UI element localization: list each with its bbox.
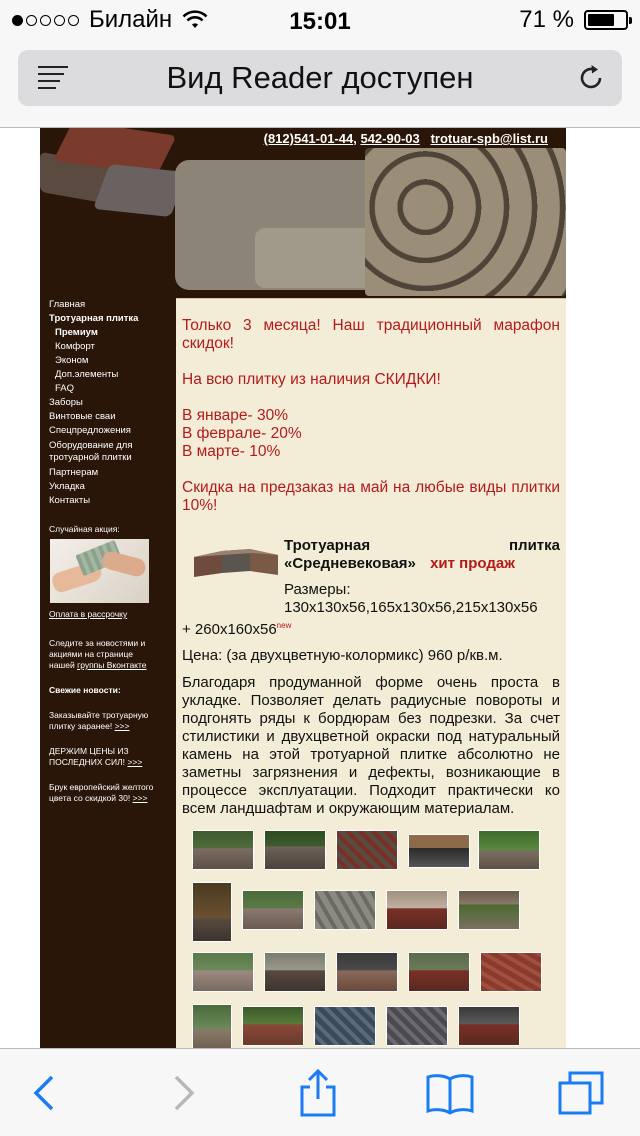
nav-link[interactable]: Оборудование для тротуарной плитки: [49, 440, 133, 463]
gallery-photo[interactable]: [386, 1006, 448, 1046]
nav-link[interactable]: Винтовые сваи: [49, 411, 116, 422]
follow-text: Следите за новостями и акциями на странице нашей: [49, 638, 146, 670]
tabs-icon[interactable]: [558, 1069, 606, 1117]
installment-link[interactable]: Оплата в рассрочку: [49, 609, 128, 619]
gallery-photo[interactable]: [192, 952, 254, 992]
news-title: Свежие новости:: [49, 685, 121, 695]
nav-link[interactable]: Партнерам: [49, 467, 99, 478]
promo-block: [182, 317, 560, 515]
news-text: ДЕРЖИМ ЦЕНЫ ИЗ ПОСЛЕДНИХ СИЛ!: [49, 746, 129, 767]
news-text: Брук европейский желтого цвета со скидкой 30!: [49, 782, 154, 803]
address-bar-title: Вид Reader доступен: [166, 60, 474, 95]
phone-link[interactable]: (812)541-01-44: [263, 131, 354, 146]
product-sizes: [284, 581, 560, 617]
nav-link[interactable]: Спецпредложения: [49, 425, 131, 436]
gallery-photo[interactable]: [458, 1006, 520, 1046]
promo-text: Только 3 месяца! Наш традиционный марафон скидок!: [182, 317, 560, 352]
gallery-photo[interactable]: [192, 882, 232, 942]
new-mark: new: [276, 621, 292, 630]
nav-sublink[interactable]: Доп.элементы: [55, 369, 119, 380]
gallery-photo[interactable]: [336, 952, 398, 992]
main-content: [176, 298, 566, 1048]
header-banner: [40, 128, 566, 296]
promo-text: В марте- 10%: [182, 443, 281, 460]
nav-sublink[interactable]: Премиум: [55, 327, 98, 338]
gallery-photo[interactable]: [314, 1006, 376, 1046]
back-icon[interactable]: [22, 1069, 70, 1117]
promo-image[interactable]: [50, 539, 149, 603]
reader-icon[interactable]: [38, 66, 68, 88]
gallery-photo[interactable]: [314, 890, 376, 930]
sizes-value: 130х130х56,165х130х56,215х130х56: [284, 599, 538, 616]
sizes-label: Размеры:: [284, 581, 351, 598]
gallery-photo[interactable]: [386, 890, 448, 930]
product-title-part: «Средневековая»: [284, 555, 416, 572]
promo-text: В январе- 30%: [182, 407, 289, 424]
promo-text: Скидка на предзаказ на май на любые виды плитки 10%!: [182, 479, 560, 514]
paving-stone-image: [93, 164, 187, 217]
news-text: Заказывайте тротуарную плитку заранее!: [49, 710, 149, 731]
battery-icon: [584, 10, 628, 30]
paving-stone-image: [365, 148, 566, 296]
status-time: 15:01: [289, 8, 351, 35]
address-bar[interactable]: [18, 50, 622, 106]
gallery-photo[interactable]: [458, 890, 520, 930]
gallery-photo[interactable]: [480, 952, 542, 992]
gallery-photo[interactable]: [192, 1004, 232, 1054]
gallery-photo[interactable]: [242, 1006, 304, 1046]
gallery-photo[interactable]: [408, 952, 470, 992]
nav-sublink[interactable]: Комфорт: [55, 341, 95, 352]
browser-toolbar: [0, 1048, 640, 1136]
news-more-link[interactable]: >>>: [114, 721, 130, 731]
forward-icon[interactable]: [158, 1069, 206, 1117]
bookmarks-icon[interactable]: [426, 1069, 474, 1117]
product-title-part: Тротуарная: [284, 537, 371, 554]
gallery-photo[interactable]: [336, 830, 398, 870]
nav-link[interactable]: Заборы: [49, 397, 83, 408]
bestseller-badge: хит продаж: [430, 555, 515, 572]
gallery-photo[interactable]: [408, 834, 470, 868]
phone-link[interactable]: 542-90-03: [360, 131, 420, 146]
reload-icon[interactable]: [576, 63, 606, 93]
gallery-photo[interactable]: [264, 830, 326, 870]
gallery-photo[interactable]: [478, 830, 540, 870]
carrier-name: Билайн: [89, 6, 173, 33]
nav-link[interactable]: Главная: [49, 299, 86, 310]
gallery-photo[interactable]: [192, 830, 254, 870]
news-more-link[interactable]: >>>: [127, 757, 143, 767]
product-image[interactable]: [192, 543, 280, 581]
nav-link[interactable]: Укладка: [49, 481, 85, 492]
product-description: Благодаря продуманной форме очень проста в укладке. Позволяет делать радиусные повороты и подгонять ряды к бордюрам без подрезки. За счет стилистики и двухцветной окраски под натуральный камень на этой тротуарной плитке абсолютно не заметны загрязнения и дефекты, возникающие в процессе эксплуатации. Подходит практически ко всем ландшафтам и окружающим материалам.: [182, 674, 560, 817]
product-card: [182, 537, 560, 1130]
nav-link[interactable]: Тротуарная плитка: [49, 313, 139, 324]
random-action-label: Случайная акция:: [49, 524, 120, 534]
sidebar: [49, 298, 174, 804]
promo-text: В феврале- 20%: [182, 425, 302, 442]
promo-text: На всю плитку из наличия СКИДКИ!: [182, 371, 441, 388]
nav-sublink[interactable]: Эконом: [55, 355, 89, 366]
header-contacts: (812)541-01-44, 542-90-03 trotuar-spb@list.ru: [263, 131, 548, 146]
nav-link[interactable]: Контакты: [49, 495, 91, 506]
web-page: [0, 128, 640, 1048]
gallery-photo[interactable]: [264, 952, 326, 992]
nav-sublink[interactable]: FAQ: [55, 383, 75, 394]
browser-top-chrome: [0, 0, 640, 128]
vk-group-link[interactable]: группы Вконтакте: [77, 660, 147, 670]
gallery-photo[interactable]: [242, 890, 304, 930]
share-icon[interactable]: [294, 1069, 342, 1117]
status-bar: [0, 0, 640, 40]
email-link[interactable]: trotuar-spb@list.ru: [430, 131, 548, 146]
sizes-extra: + 260х160х56: [182, 621, 277, 638]
site-container: [40, 128, 566, 1048]
news-more-link[interactable]: >>>: [132, 793, 148, 803]
product-title[interactable]: [284, 537, 560, 555]
product-price: Цена: (за двухцветную-колормикс) 960 р/кв.м.: [182, 647, 503, 664]
product-title-part: плитка: [508, 537, 560, 554]
battery-percent: 71 %: [519, 6, 574, 33]
